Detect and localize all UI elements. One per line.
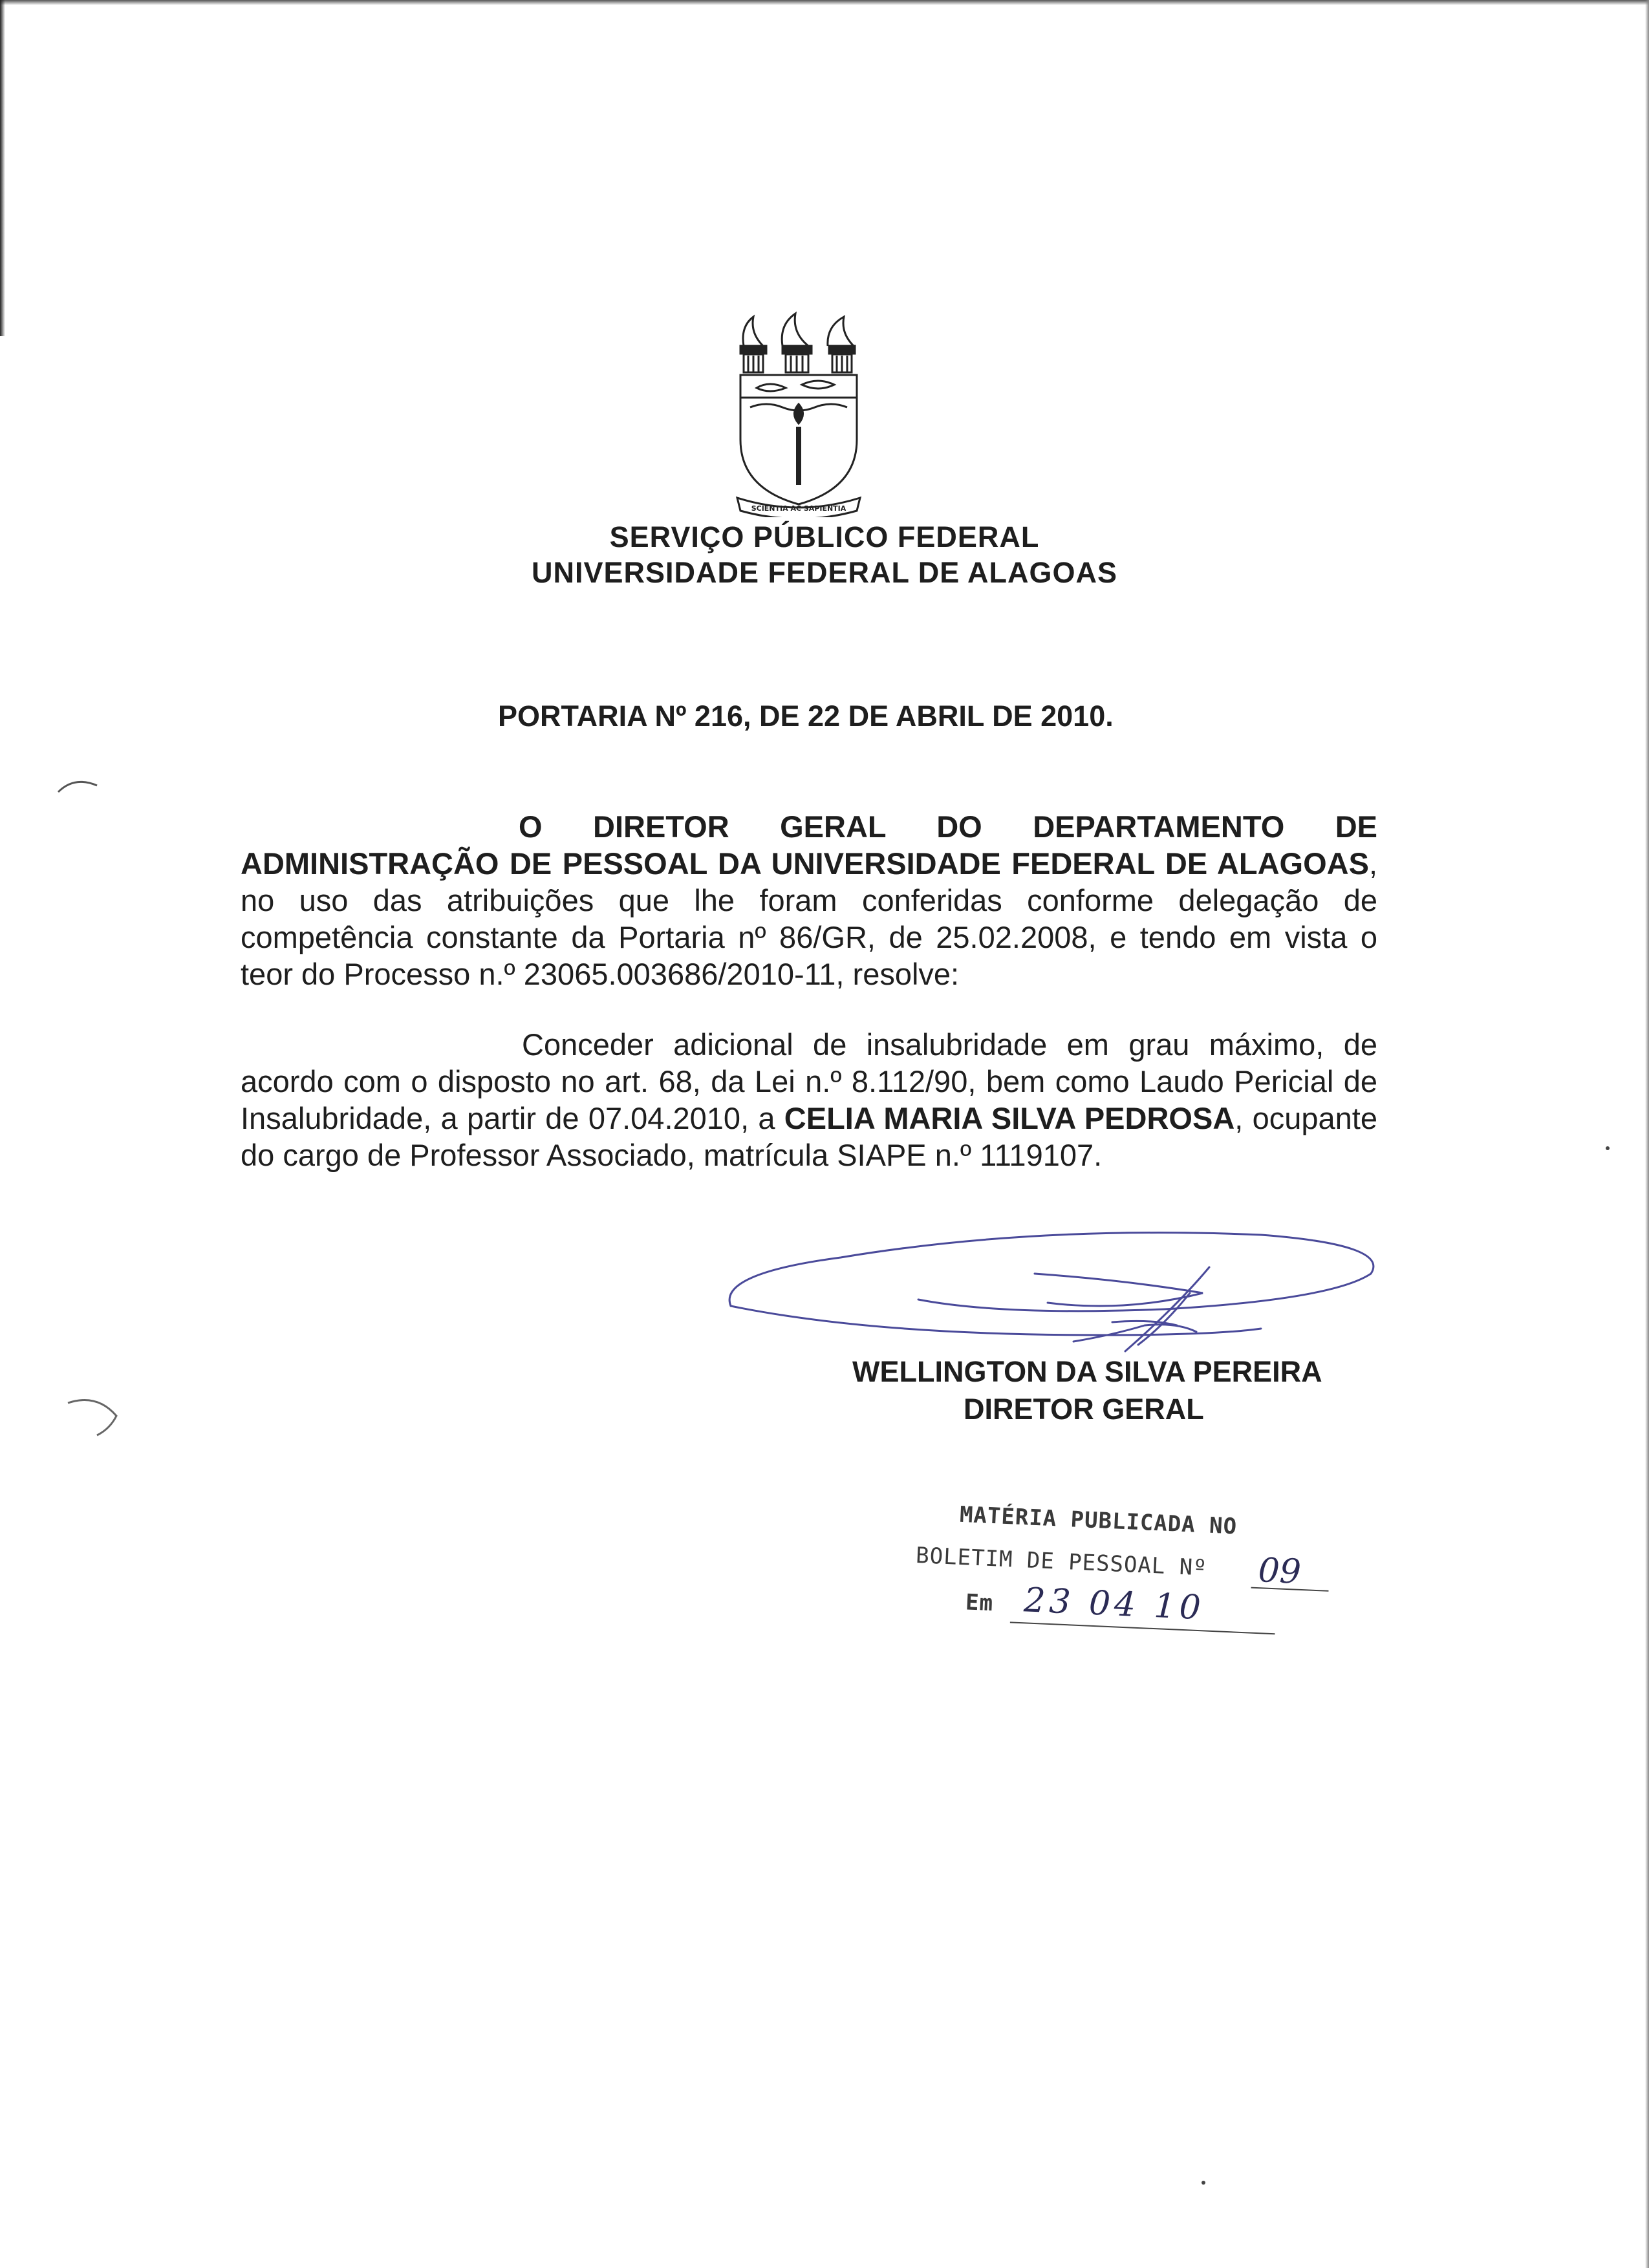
stamp-publication-date: 23 04 10: [1023, 1581, 1205, 1628]
publication-stamp: [912, 1500, 1371, 1674]
beneficiary-name: CELIA MARIA SILVA PEDROSA: [784, 1101, 1235, 1135]
signer-name: WELLINGTON DA SILVA PEREIRA: [852, 1355, 1322, 1388]
stamp-line-3: Em: [965, 1589, 994, 1617]
preamble-paragraph: [241, 808, 1377, 992]
signer-role: DIRETOR GERAL: [964, 1393, 1204, 1426]
scan-mark: [65, 1390, 123, 1442]
stamp-line-1: MATÉRIA PUBLICADA NO: [959, 1501, 1238, 1540]
preamble-authority: O DIRETOR GERAL DO DEPARTAMENTO DE ADMINISTRAÇÃO DE PESSOAL DA UNIVERSIDADE FEDERAL DE ALAGOAS: [241, 809, 1377, 881]
stamp-bulletin-number: 09: [1257, 1551, 1302, 1592]
header-line-2: UNIVERSIDADE FEDERAL DE ALAGOAS: [531, 556, 1118, 589]
resolution-paragraph: [241, 1026, 1377, 1173]
scan-edge-right: [1645, 0, 1649, 2268]
scan-edge-top: [0, 0, 1649, 5]
crest-motto: SCIENTIA AC SAPIENTIA: [751, 504, 846, 513]
document-title: PORTARIA Nº 216, DE 22 DE ABRIL DE 2010.: [498, 700, 1114, 733]
scan-speck: [1200, 2179, 1207, 2187]
scan-edge-left: [0, 0, 5, 336]
header-line-1: SERVIÇO PÚBLICO FEDERAL: [609, 520, 1040, 553]
resolution-text-start: Conceder adicional de insalubridade em grau máximo, de acordo com o disposto no art. 68, da Lei n.º 8.112/90, bem como Laudo Pericial de Insalubridade, a partir de 07.04.2010, a: [241, 1027, 1377, 1135]
scan-speck: [1604, 1144, 1611, 1152]
resolution-text-end: , ocupante do cargo de Professor Associado, matrícula SIAPE n.º 1119107.: [241, 1101, 1377, 1172]
university-crest-logo: [731, 310, 867, 517]
scan-mark: [55, 773, 100, 798]
stamp-line-2: BOLETIM DE PESSOAL Nº: [915, 1542, 1208, 1581]
preamble-text: , no uso das atribuições que lhe foram conferidas conforme delegação de competência constante da Portaria nº 86/GR, de 25.02.2008, e tendo em vista o teor do Processo n.º 23065.003686/2010-11, resolve:: [241, 846, 1377, 991]
